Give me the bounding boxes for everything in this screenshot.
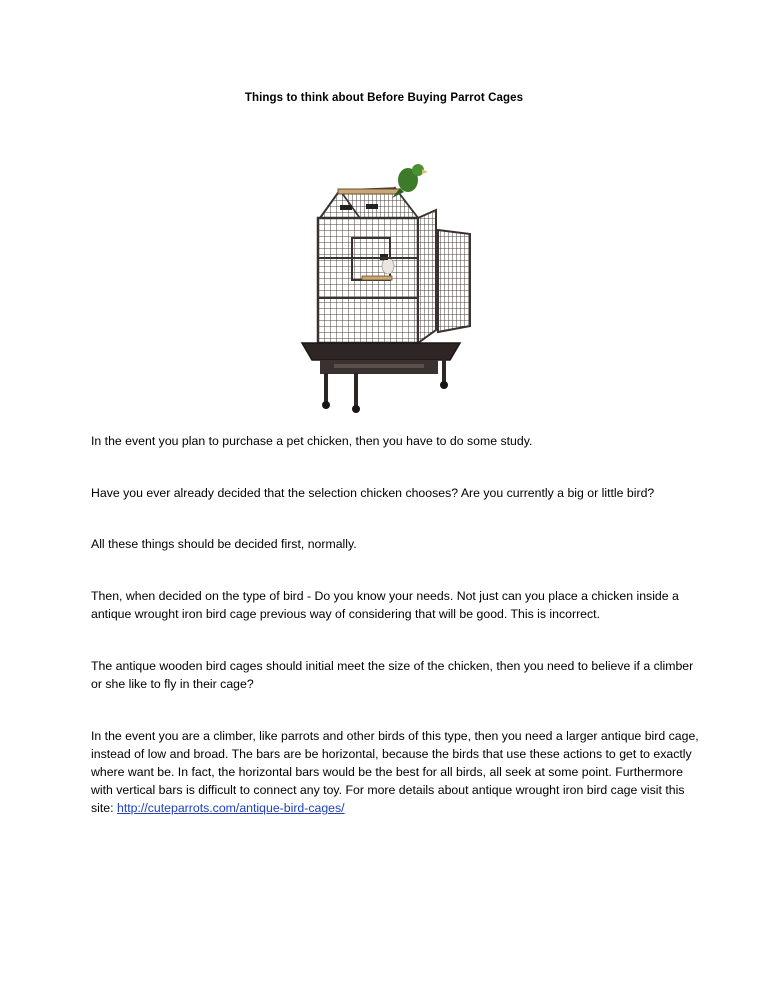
paragraph-6 xyxy=(91,727,701,817)
cuteparrots-link[interactable]: http://cuteparrots.com/antique-bird-cages/ xyxy=(116,801,345,815)
paragraph-2: Have you ever already decided that the selection chicken chooses? Are you currently a big or little bird? xyxy=(91,486,655,500)
paragraph-4: Then, when decided on the type of bird - Do you know your needs. Not just can you place a chicken inside a antique wrought iron bird cage previous way of considering that will be good. This is incorrect. xyxy=(91,589,679,621)
paragraph-3: All these things should be decided first, normally. xyxy=(91,537,357,551)
paragraph-5: The antique wooden bird cages should initial meet the size of the chicken, then you need to believe if a climber or she like to fly in their cage? xyxy=(91,659,694,691)
paragraph-6-text: In the event you are a climber, like parrots and other birds of this type, then you need a larger antique bird cage, instead of low and broad. The bars are be horizontal, because the birds that use these actions to get to exactly where want be. In fact, the horizontal bars would be the best for all birds, all seek at some point. Furthermore with vertical bars is difficult to connect any toy. For more details about antique wrought iron bird cage visit this site: xyxy=(91,729,699,815)
paragraph-1: In the event you plan to purchase a pet chicken, then you have to do some study. xyxy=(91,434,533,448)
document-title: Things to think about Before Buying Parrot Cages xyxy=(244,92,524,104)
parrot-cage-image xyxy=(300,158,475,413)
